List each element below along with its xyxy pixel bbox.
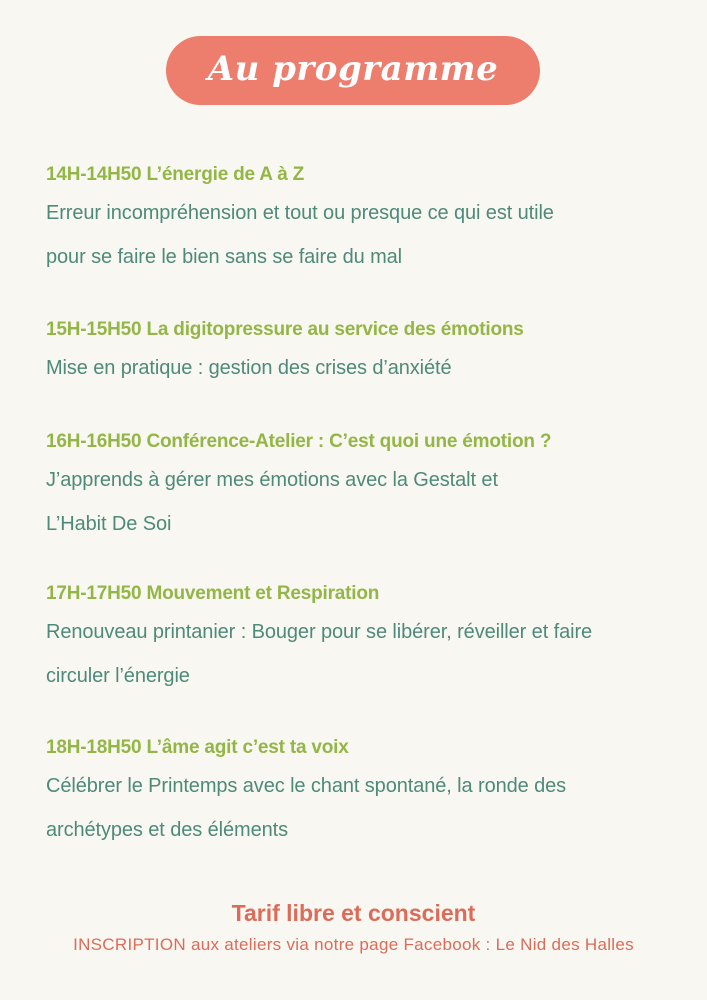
- program-item-description-line: Renouveau printanier : Bouger pour se libérer, réveiller et faire: [46, 621, 593, 643]
- program-item-description-line: J’apprends à gérer mes émotions avec la Gestalt et: [46, 469, 498, 491]
- pricing-note: Tarif libre et conscient: [231, 900, 476, 926]
- program-item: [46, 313, 686, 390]
- program-item-heading: 17H-17H50 Mouvement et Respiration: [46, 583, 380, 604]
- title-banner: [166, 36, 540, 105]
- program-item-description-line: Célébrer le Printemps avec le chant spontané, la ronde des: [46, 775, 567, 797]
- program-item-description-line: archétypes et des éléments: [46, 819, 288, 841]
- program-item: [46, 158, 686, 279]
- program-item: [46, 425, 686, 546]
- registration-note: INSCRIPTION aux ateliers via notre page Facebook : Le Nid des Halles: [73, 935, 634, 954]
- program-item-description-line: pour se faire le bien sans se faire du mal: [46, 246, 402, 268]
- program-item-heading: 16H-16H50 Conférence-Atelier : C’est quoi une émotion ?: [46, 431, 552, 452]
- program-item-description-line: L’Habit De Soi: [46, 513, 172, 535]
- program-item: [46, 577, 686, 698]
- program-item-description-line: circuler l’énergie: [46, 665, 190, 687]
- program-item: [46, 731, 686, 852]
- program-item-description-line: Erreur incompréhension et tout ou presque ce qui est utile: [46, 202, 554, 224]
- program-item-heading: 18H-18H50 L’âme agit c’est ta voix: [46, 737, 349, 758]
- program-item-heading: 15H-15H50 La digitopressure au service des émotions: [46, 319, 524, 340]
- page-title: Au programme: [207, 48, 499, 89]
- program-item-description-line: Mise en pratique : gestion des crises d’anxiété: [46, 357, 452, 379]
- program-item-heading: 14H-14H50 L’énergie de A à Z: [46, 164, 305, 185]
- footer: [0, 892, 707, 956]
